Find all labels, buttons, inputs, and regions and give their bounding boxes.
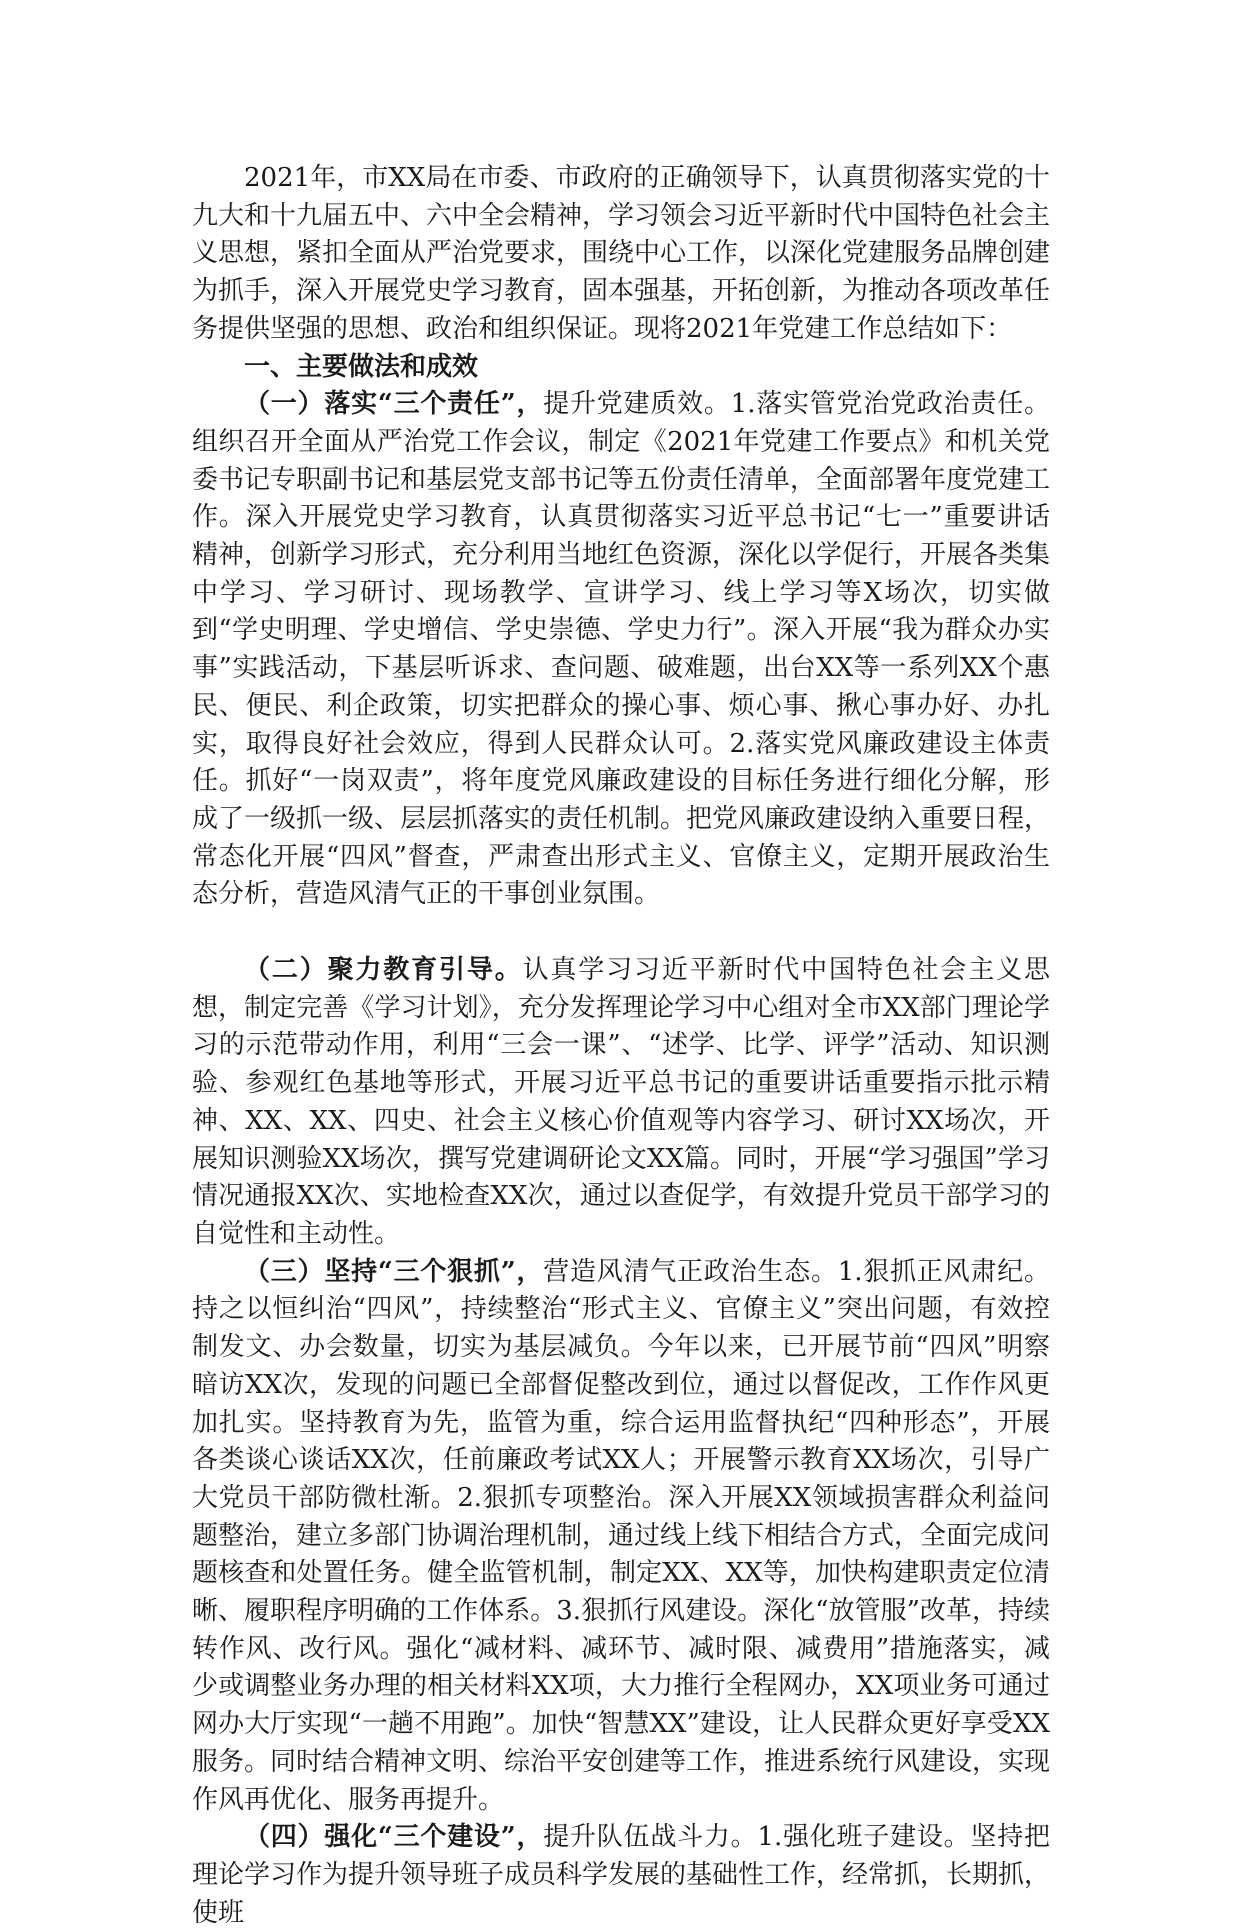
sub1-body: 提升党建质效。1.落实管党治党政治责任。组织召开全面从严治党工作会议，制定《2021年党建工作要点》和机关党委书记专职副书记和基层党支部书记等五份责任清单，全面部署年度党建工作。深入开展党史学习教育，认真贯彻落实习近平总书记“七一”重要讲话精神，创新学习形式，充分利用当地红色资源，深化以学促行，开展各类集中学习、学习研讨、现场教学、宣讲学习、线上学习等X场次，切实做到“学史明理、学史增信、学史崇德、学史力行”。深入开展“我为群众办实事”实践活动，下基层听诉求、查问题、破难题，出台XX等一系列XX个惠民、便民、利企政策，切实把群众的操心事、烦心事、揪心事办好、办扎实，取得良好社会效应，得到人民群众认可。2.落实党风廉政建设主体责任。抓好“一岗双责”，将年度党风廉政建设的目标任务进行细化分解，形成了一级抓一级、层层抓落实的责任机制。把党风廉政建设纳入重要日程，常态化开展“四风”督查，严肃查出形式主义、官僚主义，定期开展政治生态分析，营造风清气正的干事创业氛围。 [192, 389, 1051, 910]
sub4-title: （四）强化“三个建设”， [244, 1822, 544, 1853]
sub1-title: （一）落实“三个责任”， [244, 389, 544, 420]
sub4-body: 提升队伍战斗力。1.强化班子建设。坚持把理论学习作为提升领导班子成员科学发展的基础性工作，经常抓，长期抓，使班 [192, 1822, 1051, 1928]
sub3-body: 营造风清气正政治生态。1.狠抓正风肃纪。持之以恒纠治“四风”，持续整治“形式主义、官僚主义”突出问题，有效控制发文、办会数量，切实为基层减负。今年以来，已开展节前“四风”明察暗访XX次，发现的问题已全部督促整改到位，通过以督促改，工作作风更加扎实。坚持教育为先，监管为重，综合运用监督执纪“四种形态”，开展各类谈心谈话XX次，任前廉政考试XX人；开展警示教育XX场次，引导广大党员干部防微杜渐。2.狠抓专项整治。深入开展XX领域损害群众利益问题整治，建立多部门协调治理机制，通过线上线下相结合方式，全面完成问题核查和处置任务。健全监管机制，制定XX、XX等，加快构建职责定位清晰、履职程序明确的工作体系。3.狠抓行风建设。深化“放管服”改革，持续转作风、改行风。强化“减材料、减环节、减时限、减费用”措施落实，减少或调整业务办理的相关材料XX项，大力推行全程网办，XX项业务可通过网办大厅实现“一趟不用跑”。加快“智慧XX”建设，让人民群众更好享受XX服务。同时结合精神文明、综治平安创建等工作，推进系统行风建设，实现作风再优化、服务再提升。 [192, 1256, 1051, 1815]
paragraph-sub3 [192, 1254, 1050, 1820]
intro-paragraph: 2021年，市XX局在市委、市政府的正确领导下，认真贯彻落实党的十九大和十九届五中、六中全会精神，学习领会习近平新时代中国特色社会主义思想，紧扣全面从严治党要求，围绕中心工作，以深化党建服务品牌创建为抓手，深入开展党史学习教育，固本强基，开拓创新，为推动各项改革任务提供坚强的思想、政治和组织保证。现将2021年党建工作总结如下： [192, 163, 1051, 344]
section-heading-main-practices: 一、主要做法和成效 [244, 351, 479, 382]
paragraph-sub1 [192, 386, 1050, 914]
sub3-title: （三）坚持“三个狠抓”， [244, 1256, 544, 1287]
sub2-title: （二）聚力教育引导。 [244, 955, 523, 986]
paragraph-gap [192, 914, 1050, 952]
paragraph-sub2 [192, 952, 1050, 1254]
sub2-body: 认真学习习近平新时代中国特色社会主义思想，制定完善《学习计划》，充分发挥理论学习中心组对全市XX部门理论学习的示范带动作用，利用“三会一课”、“述学、比学、评学”活动、知识测验、参观红色基地等形式，开展习近平总书记的重要讲话重要指示批示精神、XX、XX、四史、社会主义核心价值观等内容学习、研讨XX场次，开展知识测验XX场次，撰写党建调研论文XX篇。同时，开展“学习强国”学习情况通报XX次、实地检查XX次，通过以查促学，有效提升党员干部学习的自觉性和主动性。 [192, 955, 1050, 1249]
paragraph-sub4 [192, 1819, 1050, 1932]
document-page [192, 160, 1050, 1932]
